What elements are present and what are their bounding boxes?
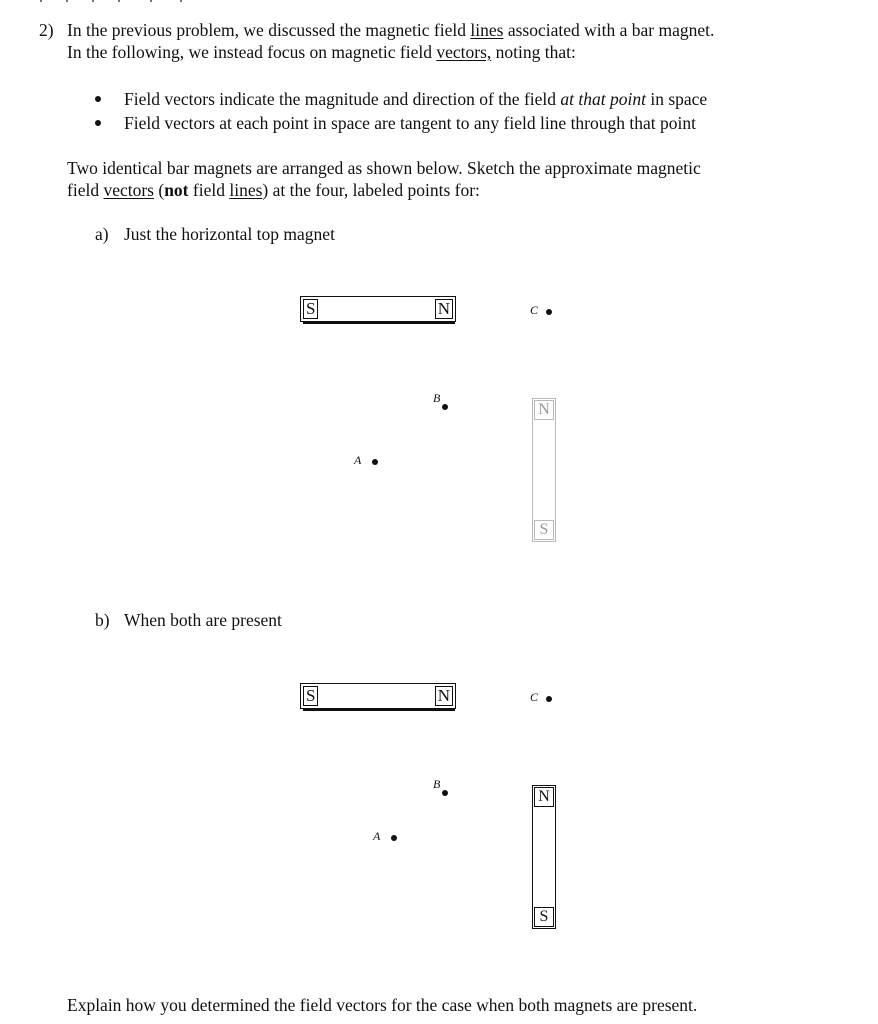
explain-question: Explain how you determined the field vectors for the case when both magnets are present. (67, 995, 698, 1015)
underlined-lines: lines (229, 180, 263, 200)
instr-text: field (188, 180, 230, 200)
part-b-horizontal-magnet (300, 683, 456, 709)
north-pole-label: N (534, 400, 554, 420)
point-c-label: C (530, 303, 539, 317)
part-b-vertical-magnet (532, 785, 556, 929)
instruction-line-2 (67, 179, 480, 201)
bullet-1-end: in space (645, 89, 708, 109)
south-pole-label: S (534, 907, 554, 927)
north-pole-label: N (435, 686, 453, 706)
point-a-dot (372, 459, 378, 465)
bullet-item-1 (124, 88, 707, 110)
intro-line-2-start: In the following, we instead focus on magnetic field (67, 42, 437, 62)
underlined-lines: lines (470, 20, 504, 40)
point-c-label: C (530, 690, 539, 704)
south-pole-label: S (534, 520, 554, 540)
bullet-1-start: Field vectors indicate the magnitude and direction of the field (124, 89, 561, 109)
page-top-remnant (0, 0, 878, 3)
point-b-label: B (433, 777, 441, 791)
point-a-label: A (373, 829, 381, 843)
bold-not: not (164, 180, 189, 200)
intro-line-1 (67, 19, 714, 41)
underlined-vectors: vectors (103, 180, 154, 200)
problem-number: 2) (39, 20, 54, 40)
intro-line-1-end: associated with a bar magnet. (503, 20, 715, 40)
instr-text: ( (154, 180, 165, 200)
part-b-text: When both are present (124, 610, 282, 630)
north-pole-label: N (435, 299, 453, 319)
south-pole-label: S (303, 686, 318, 706)
bullet-marker (95, 120, 101, 126)
south-pole-label: S (303, 299, 318, 319)
part-b-label: b) (95, 610, 110, 630)
part-a-vertical-magnet-faint (532, 398, 556, 542)
underlined-vectors: vectors, (436, 42, 492, 62)
bullet-marker (95, 96, 101, 102)
instr-text: field (67, 180, 104, 200)
point-c-dot (546, 696, 552, 702)
bullet-item-2: Field vectors at each point in space are tangent to any field line through that point (124, 113, 696, 133)
north-pole-label: N (534, 787, 554, 807)
instr-text: ) at the four, labeled points for: (262, 180, 480, 200)
part-a-horizontal-magnet (300, 296, 456, 322)
part-a-label: a) (95, 224, 109, 244)
bullet-1-italic: at that point (560, 89, 646, 109)
point-b-dot (442, 404, 448, 410)
instruction-line-1: Two identical bar magnets are arranged as shown below. Sketch the approximate magnetic (67, 158, 701, 178)
intro-line-2 (67, 41, 576, 63)
point-a-label: A (354, 453, 362, 467)
point-a-dot (391, 835, 397, 841)
point-b-dot (442, 790, 448, 796)
intro-line-2-end: noting that: (491, 42, 576, 62)
point-c-dot (546, 309, 552, 315)
part-a-text: Just the horizontal top magnet (124, 224, 335, 244)
point-b-label: B (433, 391, 441, 405)
intro-line-1-start: In the previous problem, we discussed the magnetic field (67, 20, 471, 40)
